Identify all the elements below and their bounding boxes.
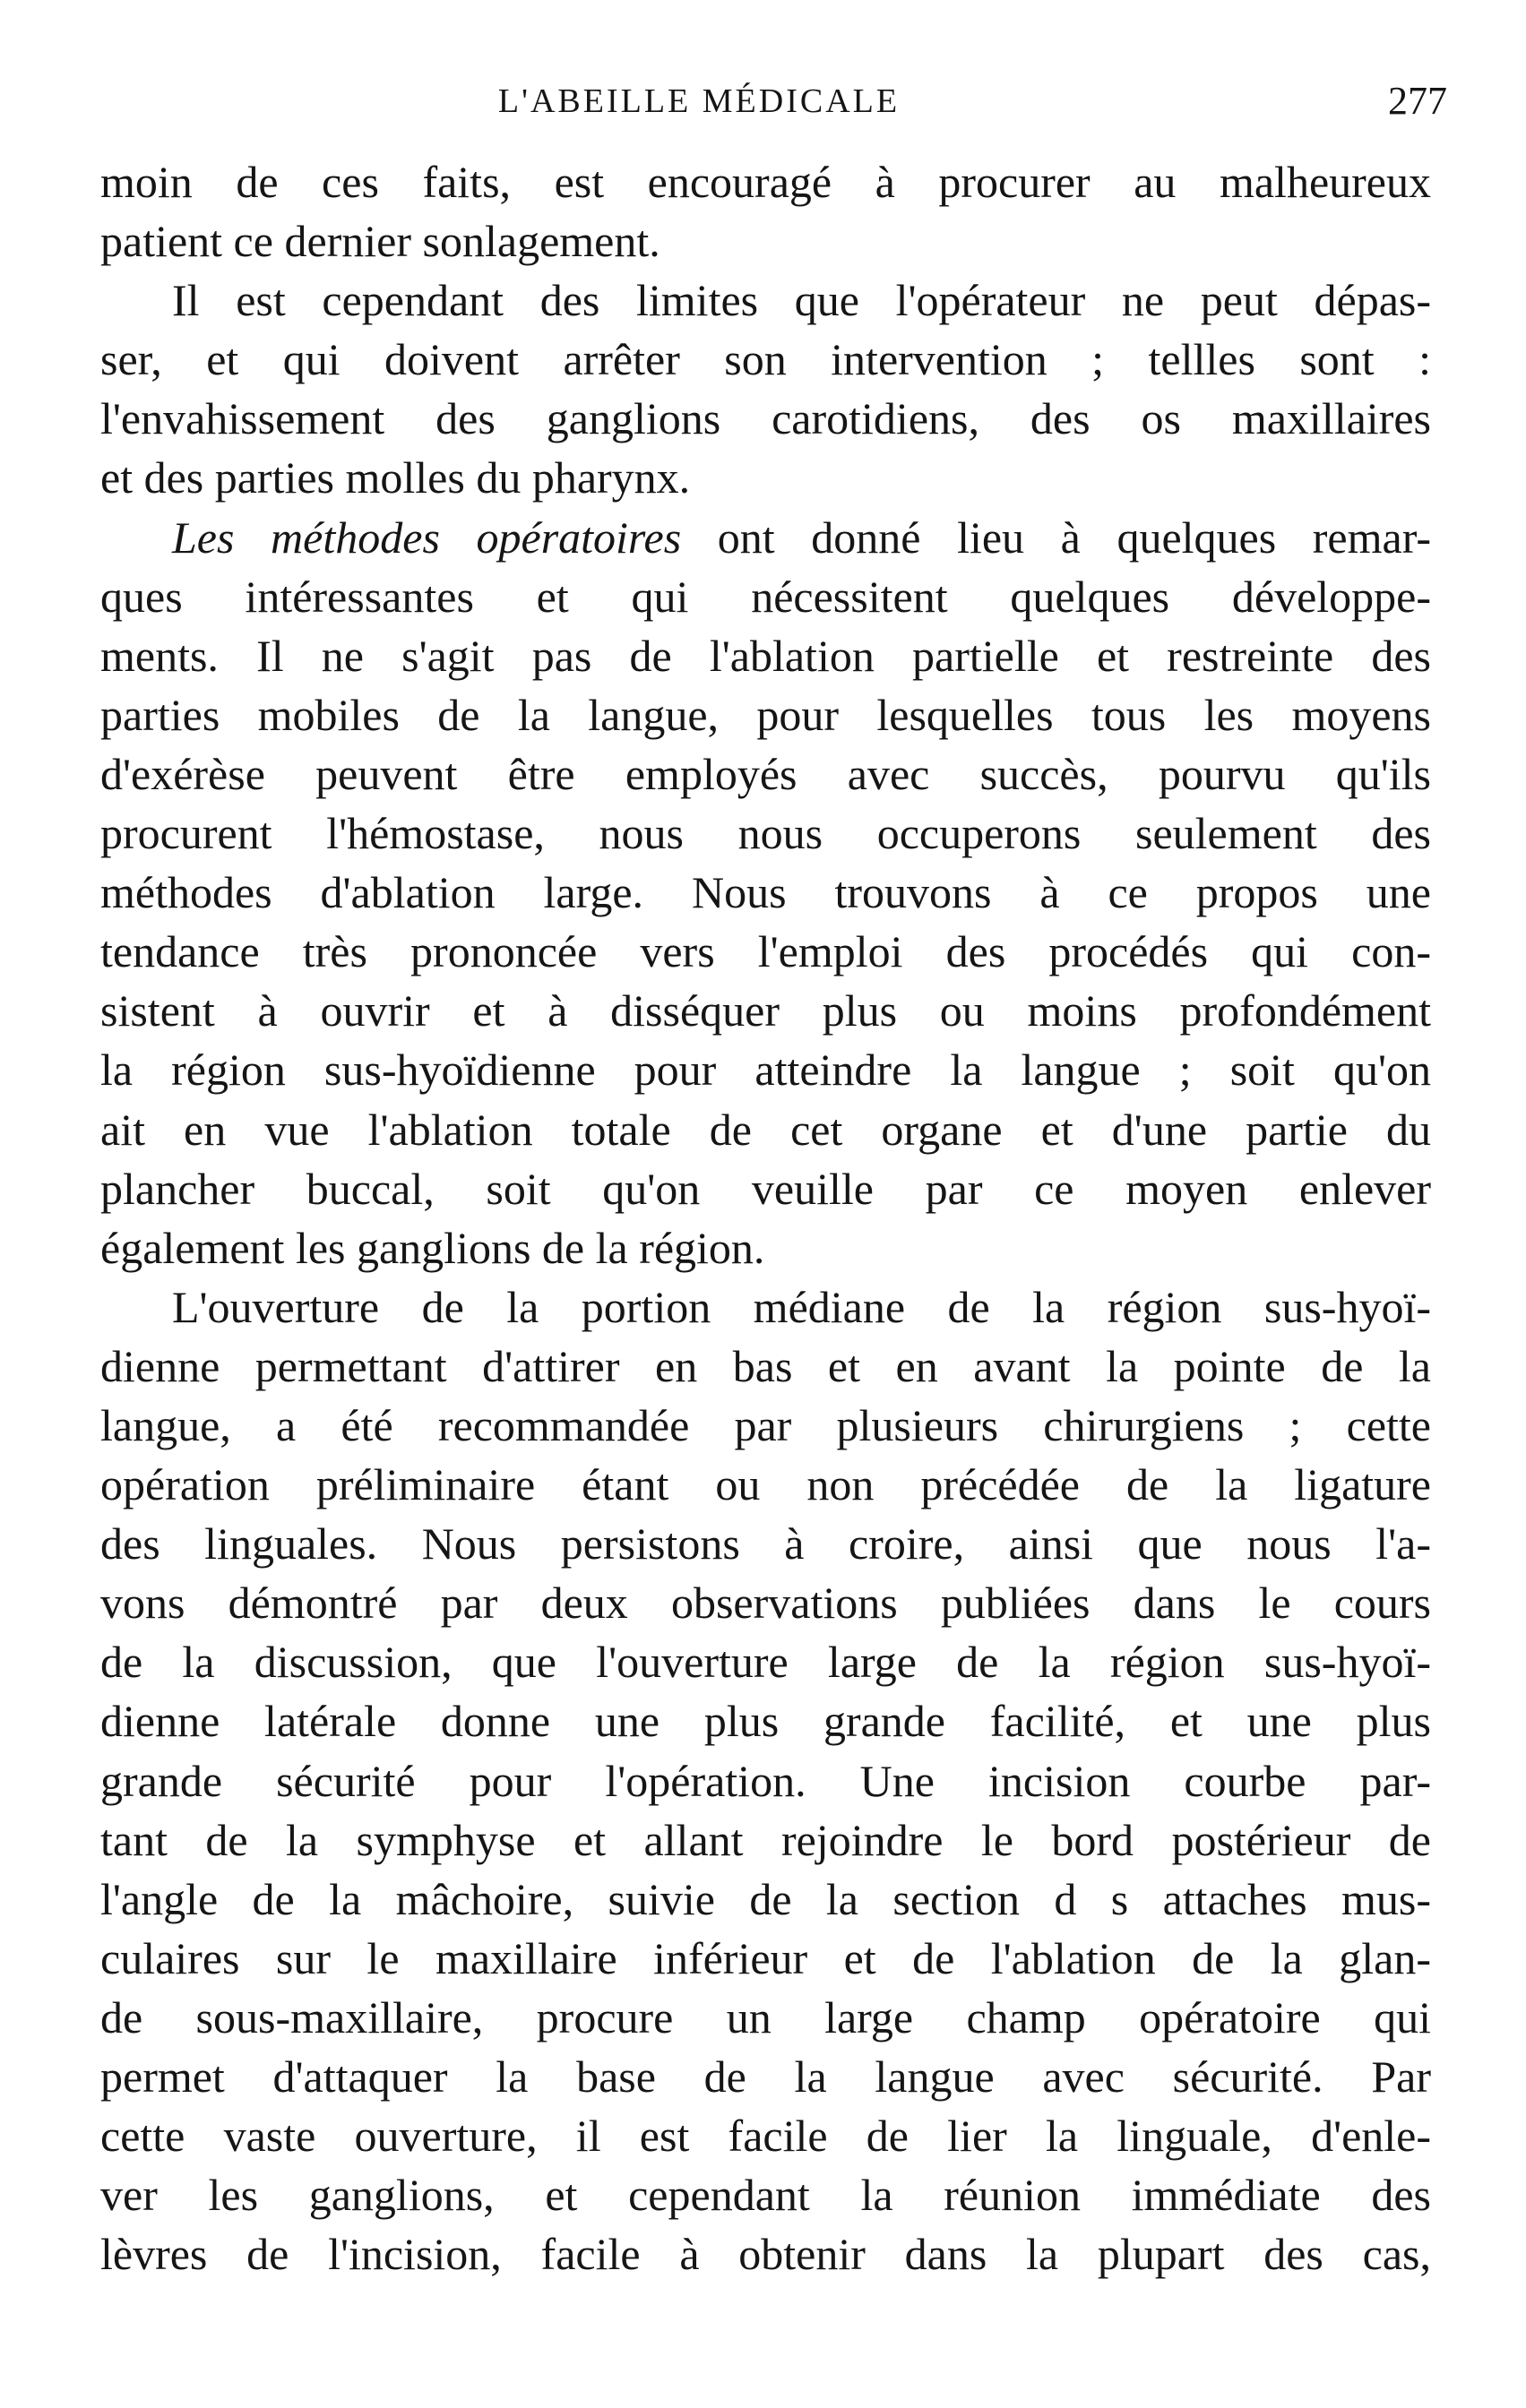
text-line [100,508,1431,567]
text-line: ments. Il ne s'agit pas de l'ablation partielle et restreinte des [100,630,1431,681]
text-line: la région sus-hyoïdienne pour atteindre la langue ; soit qu'on [100,1045,1431,1096]
text-line: l'envahissement des ganglions carotidiens, des os maxillaires [100,393,1431,444]
text-line: parties mobiles de la langue, pour lesquelles tous les moyens [100,689,1431,740]
text-line: lèvres de l'incision, facile à obtenir dans la plupart des cas, [100,2229,1431,2280]
text-line: ver les ganglions, et cependant la réunion immédiate des [100,2170,1431,2221]
text-line: grande sécurité pour l'opération. Une incision courbe par- [100,1755,1431,1806]
body-text [100,152,1431,2283]
text-line: plancher buccal, soit qu'on veuille par ce moyen enlever [100,1163,1431,1214]
text-line: ser, et qui doivent arrêter son intervention ; tellles sont : [100,334,1431,385]
text-line: tant de la symphyse et allant rejoindre le bord postérieur de [100,1814,1431,1865]
text-line: tendance très prononcée vers l'emploi des procédés qui con- [100,926,1431,977]
text-line: procurent l'hémostase, nous nous occuperons seulement des [100,808,1431,859]
text-line: de la discussion, que l'ouverture large de la région sus-hyoï- [100,1637,1431,1688]
text-line: moin de ces faits, est encouragé à procurer au malheureux [100,157,1431,207]
text-line: ques intéressantes et qui nécessitent quelques développe- [100,571,1431,622]
text-line: d'exérèse peuvent être employés avec succès, pourvu qu'ils [100,748,1431,799]
text-line: également les ganglions de la région. [100,1222,765,1273]
text-fragment: ont donné lieu à quelques remar- [717,512,1431,563]
text-line: de sous-maxillaire, procure un large champ opératoire qui [100,1991,1431,2042]
text-line: culaires sur le maxillaire inférieur et de l'ablation de la glan- [100,1932,1431,1983]
text-line: dienne latérale donne une plus grande facilité, et une plus [100,1696,1431,1747]
running-head [116,70,1447,133]
text-line: des linguales. Nous persistons à croire, ainsi que nous l'a- [100,1518,1431,1570]
text-line: vons démontré par deux observations publiées dans le cours [100,1578,1431,1629]
text-line: ait en vue l'ablation totale de cet organe et d'une partie du [100,1104,1431,1155]
text-line: sistent à ouvrir et à disséquer plus ou moins profondément [100,985,1431,1036]
text-line: Il est cependant des limites que l'opérateur ne peut dépas- [172,275,1431,326]
running-title: L'ABEILLE MÉDICALE [497,82,901,120]
text-line: langue, a été recommandée par plusieurs chirurgiens ; cette [100,1399,1431,1450]
text-line: méthodes d'ablation large. Nous trouvons à ce propos une [100,867,1431,918]
text-line: permet d'attaquer la base de la langue avec sécurité. Par [100,2051,1431,2102]
text-line: et des parties molles du pharynx. [100,452,691,503]
text-line: L'ouverture de la portion médiane de la région sus-hyoï- [172,1281,1431,1332]
text-line: dienne permettant d'attirer en bas et en avant la pointe de la [100,1340,1431,1391]
italic-phrase: Les méthodes opératoires [172,512,682,563]
text-line: patient ce dernier sonlagement. [100,216,660,267]
text-line: l'angle de la mâchoire, suivie de la section d s attaches mus- [100,1873,1431,1924]
text-line: opération préliminaire étant ou non précédée de la ligature [100,1459,1431,1510]
page-number: 277 [1388,79,1447,123]
text-line: cette vaste ouverture, il est facile de lier la linguale, d'enle- [100,2111,1431,2162]
